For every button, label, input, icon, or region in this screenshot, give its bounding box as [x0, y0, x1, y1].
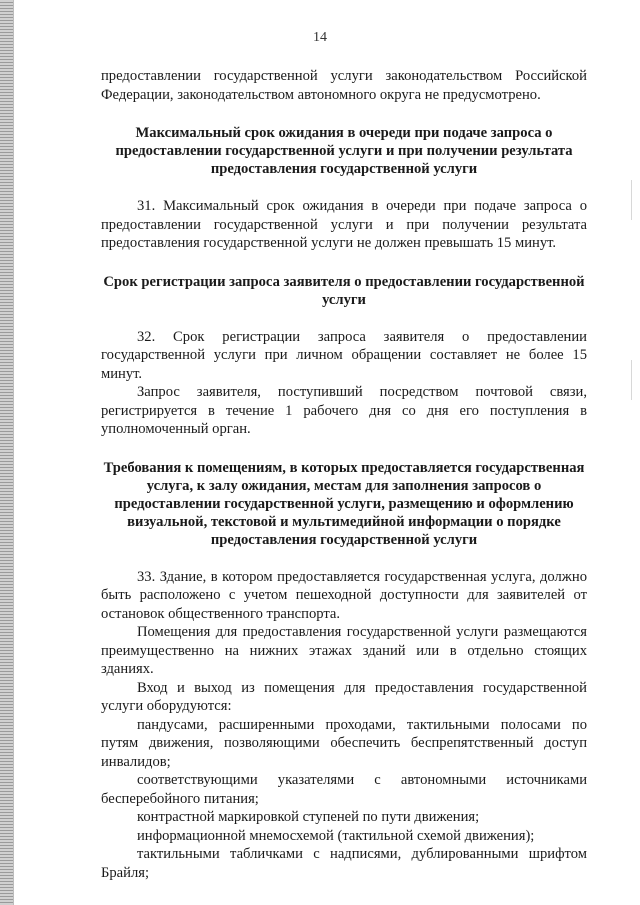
scan-edge-artifact: [0, 0, 14, 905]
scan-edge-mark: [631, 180, 632, 220]
section-heading: Срок регистрации запроса заявителя о предоставлении государственной услуги: [103, 273, 585, 308]
paragraph: предоставлении государственной услуги законодательством Российской Федерации, законодательством автономного округа не предусмотрено.: [101, 68, 587, 103]
paragraph: Помещения для предоставления государственной услуги размещаются преимущественно на нижних этажах зданий или в отдельно стоящих зданиях.: [101, 624, 587, 677]
paragraph: 32. Срок регистрации запроса заявителя о предоставлении государственной услуги при личном обращении составляет не более 15 минут.: [101, 328, 587, 382]
paragraph: Запрос заявителя, поступивший посредством почтовой связи, регистрируется в течение 1 рабочего дня со дня его поступления в уполномоченный орган.: [101, 384, 587, 437]
scan-edge-mark: [631, 360, 632, 400]
page-number: 14: [313, 30, 327, 45]
paragraph: 31. Максимальный срок ожидания в очереди при подаче запроса о предоставлении государственной услуги и при получении результата предоставления государственной услуги не должен превышать 15 минут.: [101, 198, 587, 251]
paragraph: Вход и выход из помещения для предоставления государственной услуги оборудуются:: [101, 679, 587, 714]
section-heading: Требования к помещениям, в которых предоставляется государственная услуга, к залу ожидания, местам для заполнения запросов о предоставлении государственной услуги, размещению и оформлению визуальной, текстовой и мультимедийной информации о порядке предоставления государственной услуги: [103, 459, 585, 548]
section-heading: Максимальный срок ожидания в очереди при подаче запроса о предоставлении государственной услуги и при получении результата предоставления государственной услуги: [115, 125, 573, 177]
list-item: соответствующими указателями с автономными источниками бесперебойного питания;: [101, 772, 587, 807]
document-body: [101, 67, 587, 882]
paragraph: 33. Здание, в котором предоставляется государственная услуга, должно быть расположено с учетом пешеходной доступности для заявителей от остановок общественного транспорта.: [101, 568, 587, 622]
list-item: пандусами, расширенными проходами, тактильными полосами по путям движения, позволяющими обеспечить беспрепятственный доступ инвалидов;: [101, 716, 587, 770]
list-item: контрастной маркировкой ступеней по пути движения;: [137, 809, 480, 825]
list-item: тактильными табличками с надписями, дублированными шрифтом Брайля;: [101, 846, 587, 881]
list-item: информационной мнемосхемой (тактильной схемой движения);: [137, 827, 535, 844]
